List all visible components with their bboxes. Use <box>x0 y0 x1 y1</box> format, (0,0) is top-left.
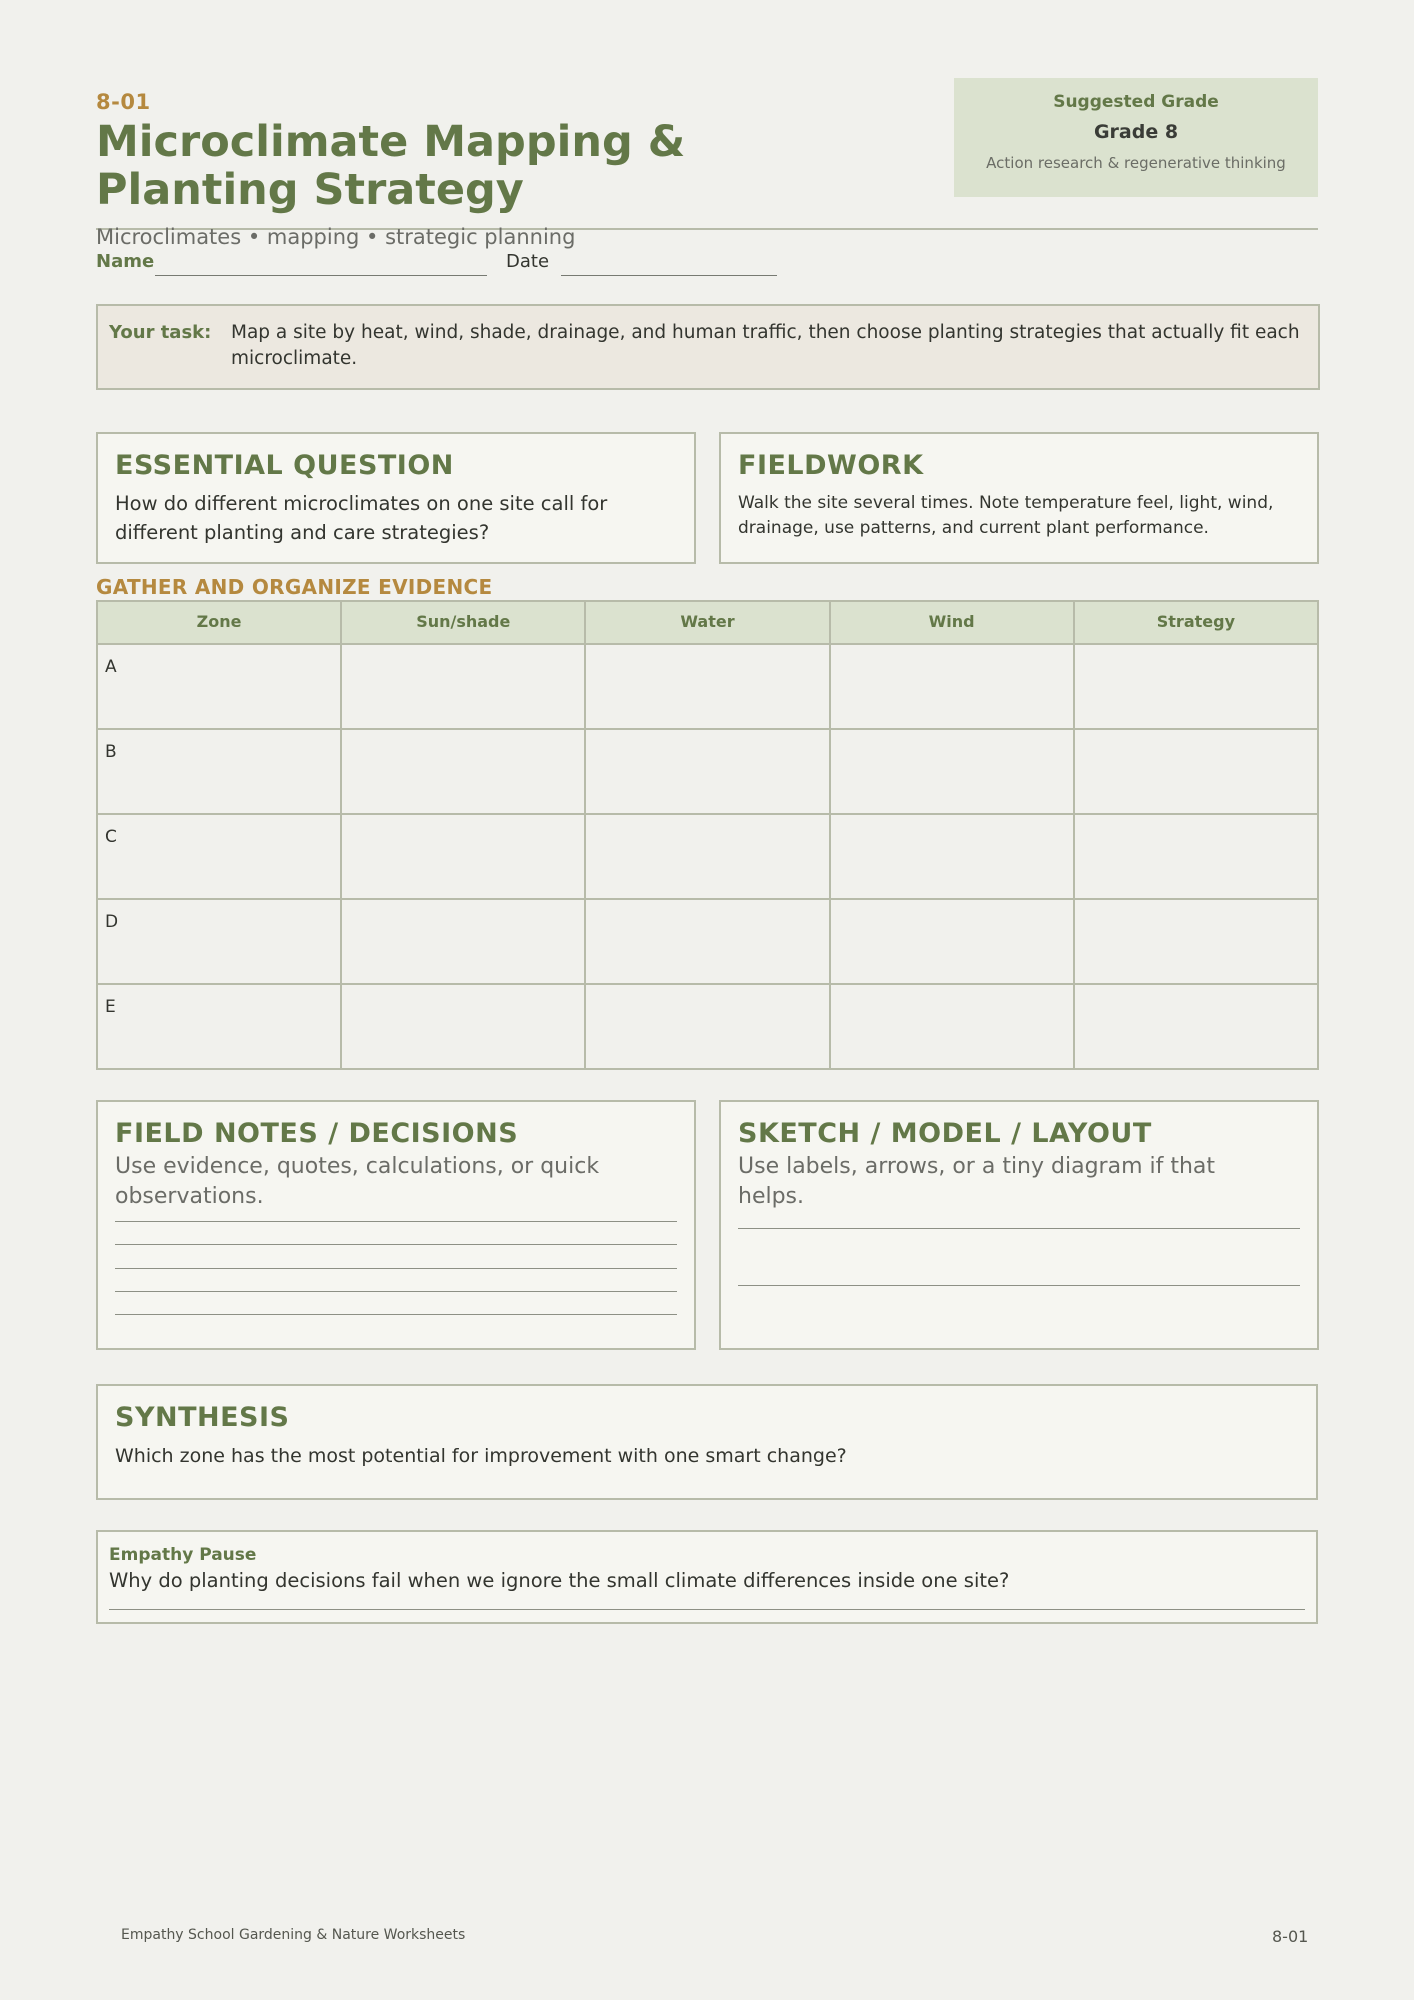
name-field[interactable] <box>155 275 487 276</box>
table-cell[interactable] <box>830 899 1074 984</box>
grade-label: Suggested Grade <box>1053 92 1219 112</box>
essential-question-text: How do different microclimates on one site call for different planting and care strategies? <box>115 492 608 544</box>
empathy-pause-question: Why do planting decisions fail when we ignore the small climate differences inside one site? <box>109 1569 1010 1592</box>
table-row <box>97 899 1318 984</box>
field-notes-card <box>96 1100 696 1350</box>
evidence-table <box>96 600 1319 1070</box>
zone-label-cell: E <box>97 984 341 1069</box>
evidence-heading: GATHER AND ORGANIZE EVIDENCE <box>96 575 493 599</box>
table-cell[interactable] <box>1074 984 1318 1069</box>
writing-line[interactable] <box>738 1228 1300 1229</box>
essential-question-heading: ESSENTIAL QUESTION <box>115 450 454 481</box>
table-cell[interactable] <box>585 899 829 984</box>
empathy-pause-card <box>96 1530 1318 1624</box>
empathy-pause-label: Empathy Pause <box>109 1545 257 1565</box>
writing-line[interactable] <box>109 1609 1305 1610</box>
column-header-strategy: Strategy <box>1074 601 1318 644</box>
table-cell[interactable] <box>341 899 585 984</box>
writing-line[interactable] <box>115 1268 677 1269</box>
synthesis-heading: SYNTHESIS <box>115 1402 290 1433</box>
writing-line[interactable] <box>738 1285 1300 1286</box>
zone-label-cell: C <box>97 814 341 899</box>
table-cell[interactable] <box>585 644 829 729</box>
column-header-zone: Zone <box>97 601 341 644</box>
table-cell[interactable] <box>341 644 585 729</box>
table-row <box>97 644 1318 729</box>
table-row <box>97 984 1318 1069</box>
table-cell[interactable] <box>341 729 585 814</box>
fieldwork-card <box>719 432 1319 564</box>
table-row <box>97 814 1318 899</box>
column-header-water: Water <box>585 601 829 644</box>
footer-series: Empathy School Gardening & Nature Worksheets <box>121 1927 466 1943</box>
table-cell[interactable] <box>341 814 585 899</box>
suggested-grade-box <box>954 78 1318 197</box>
table-cell[interactable] <box>585 984 829 1069</box>
synthesis-text: Which zone has the most potential for improvement with one smart change? <box>115 1445 847 1467</box>
table-row <box>97 729 1318 814</box>
table-cell[interactable] <box>1074 814 1318 899</box>
column-header-wind: Wind <box>830 601 1074 644</box>
page-subtitle: Microclimates • mapping • strategic planning <box>96 225 576 249</box>
title-line-1: Microclimate Mapping & <box>96 117 686 167</box>
title-line-2: Planting Strategy <box>96 165 524 215</box>
name-label: Name <box>96 251 155 272</box>
fieldwork-heading: FIELDWORK <box>738 450 924 481</box>
grade-subtext: Action research & regenerative thinking <box>986 154 1286 172</box>
writing-line[interactable] <box>115 1291 677 1292</box>
table-cell[interactable] <box>830 644 1074 729</box>
table-cell[interactable] <box>1074 644 1318 729</box>
table-cell[interactable] <box>830 814 1074 899</box>
field-notes-heading: FIELD NOTES / DECISIONS <box>115 1118 519 1149</box>
page-title <box>96 118 856 214</box>
footer-page-code: 8-01 <box>1272 1927 1309 1946</box>
writing-line[interactable] <box>115 1314 677 1315</box>
synthesis-card <box>96 1384 1318 1500</box>
writing-line[interactable] <box>115 1221 677 1222</box>
grade-value: Grade 8 <box>1093 121 1179 143</box>
sketch-prompt: Use labels, arrows, or a tiny diagram if that helps. <box>738 1154 1216 1209</box>
field-notes-prompt: Use evidence, quotes, calculations, or quick observations. <box>115 1154 600 1209</box>
sketch-card <box>719 1100 1319 1350</box>
table-cell[interactable] <box>830 984 1074 1069</box>
essential-question-card <box>96 432 696 564</box>
date-field[interactable] <box>561 275 777 276</box>
evidence-header-row <box>97 601 1318 644</box>
task-text: Map a site by heat, wind, shade, drainage, and human traffic, then choose planting strategies that actually fit each microclimate. <box>231 322 1300 369</box>
fieldwork-text: Walk the site several times. Note temperature feel, light, wind, drainage, use patterns, and current plant performance. <box>738 493 1274 538</box>
task-label: Your task: <box>109 322 212 343</box>
date-label: Date <box>506 251 550 272</box>
column-header-sun-shade: Sun/shade <box>341 601 585 644</box>
table-cell[interactable] <box>341 984 585 1069</box>
zone-label-cell: B <box>97 729 341 814</box>
zone-label-cell: A <box>97 644 341 729</box>
table-cell[interactable] <box>585 814 829 899</box>
worksheet-code: 8-01 <box>96 90 151 114</box>
table-cell[interactable] <box>585 729 829 814</box>
writing-line[interactable] <box>115 1244 677 1245</box>
sketch-heading: SKETCH / MODEL / LAYOUT <box>738 1118 1152 1149</box>
table-cell[interactable] <box>1074 899 1318 984</box>
table-cell[interactable] <box>830 729 1074 814</box>
task-box <box>96 304 1320 390</box>
table-cell[interactable] <box>1074 729 1318 814</box>
zone-label-cell: D <box>97 899 341 984</box>
